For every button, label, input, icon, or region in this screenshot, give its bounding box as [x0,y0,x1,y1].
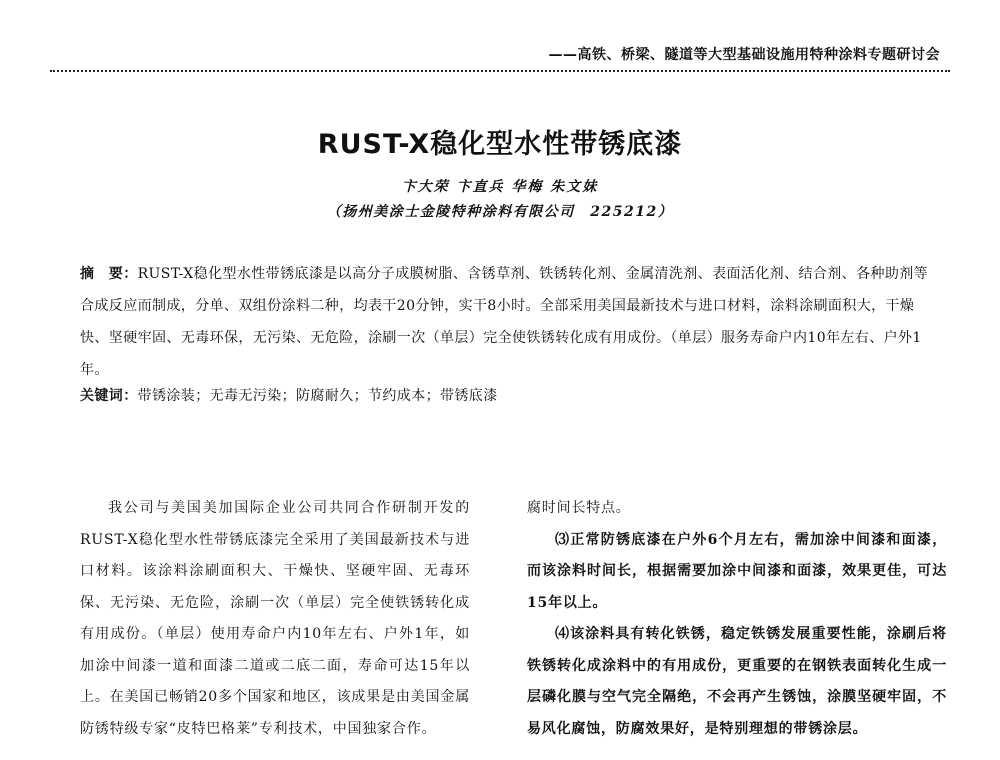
body-column-right [527,493,947,745]
body-paragraph: 我公司与美国美加国际企业公司共同合作研制开发的RUST-X稳化型水性带锈底漆完全采用了美国最新技术与进口材料。该涂料涂刷面积大、干燥快、坚硬牢固、无毒环保、无污染、无危险，涂刷一次（单层）完全使铁锈转化成有用成份。（单层）使用寿命户内10年左右、户外1年，如加涂中间漆一道和面漆二道或二底二面，寿命可达15年以上。在美国已畅销20多个国家和地区，该成果是由美国金属防锈特级专家“皮特巴格莱”专利技术，中国独家合作。 [80,500,470,737]
body-paragraph: ⑶正常防锈底漆在户外6个月左右，需加涂中间漆和面漆，而该涂料时间长，根据需要加涂中间漆和面漆，效果更佳，可达15年以上。 [527,531,947,611]
abstract-label: 摘 要： [80,266,138,282]
body-paragraph: ⑷该涂料具有转化铁锈，稳定铁锈发展重要性能，涂刷后将铁锈转化成涂料中的有用成份，更重要的在钢铁表面转化生成一层磷化膜与空气完全隔绝，不会再产生锈蚀，涂膜坚硬牢固，不易风化腐蚀，防腐效果好，是特别理想的带锈涂层。 [527,626,947,737]
header-divider [50,70,950,72]
keywords-text: 带锈涂装；无毒无污染；防腐耐久；节约成本；带锈底漆 [137,388,498,404]
keywords-label: 关键词： [80,388,138,404]
affiliation: （扬州美涂士金陵特种涂料有限公司 225212） [326,204,674,220]
abstract-text: RUST-X稳化型水性带锈底漆是以高分子成膜树脂、含锈草剂、铁锈转化剂、金属清洗剂、表面活化剂、结合剂、各种助剂等合成反应而制成，分单、双组份涂料二种，均表干20分钟，实干8小时。全部采用美国最新技术与进口材料，涂料涂刷面积大，干燥快、坚硬牢固、无毒环保，无污染、无危险，涂刷一次（单层）完全使铁锈转化成有用成份。（单层）服务寿命户内10年左右、户外1年。 [80,266,929,378]
authors: 卞大荣 卞直兵 华梅 朱文妹 [401,179,599,195]
body-paragraph-fragment: 腐时间长特点。 [527,500,631,516]
paper-title: RUST-X稳化型水性带锈底漆 [317,129,683,160]
body-column-left [80,493,470,745]
abstract [80,258,938,386]
keywords [80,384,938,408]
conference-header: ——高铁、桥梁、隧道等大型基础设施用特种涂料专题研讨会 [548,47,940,63]
